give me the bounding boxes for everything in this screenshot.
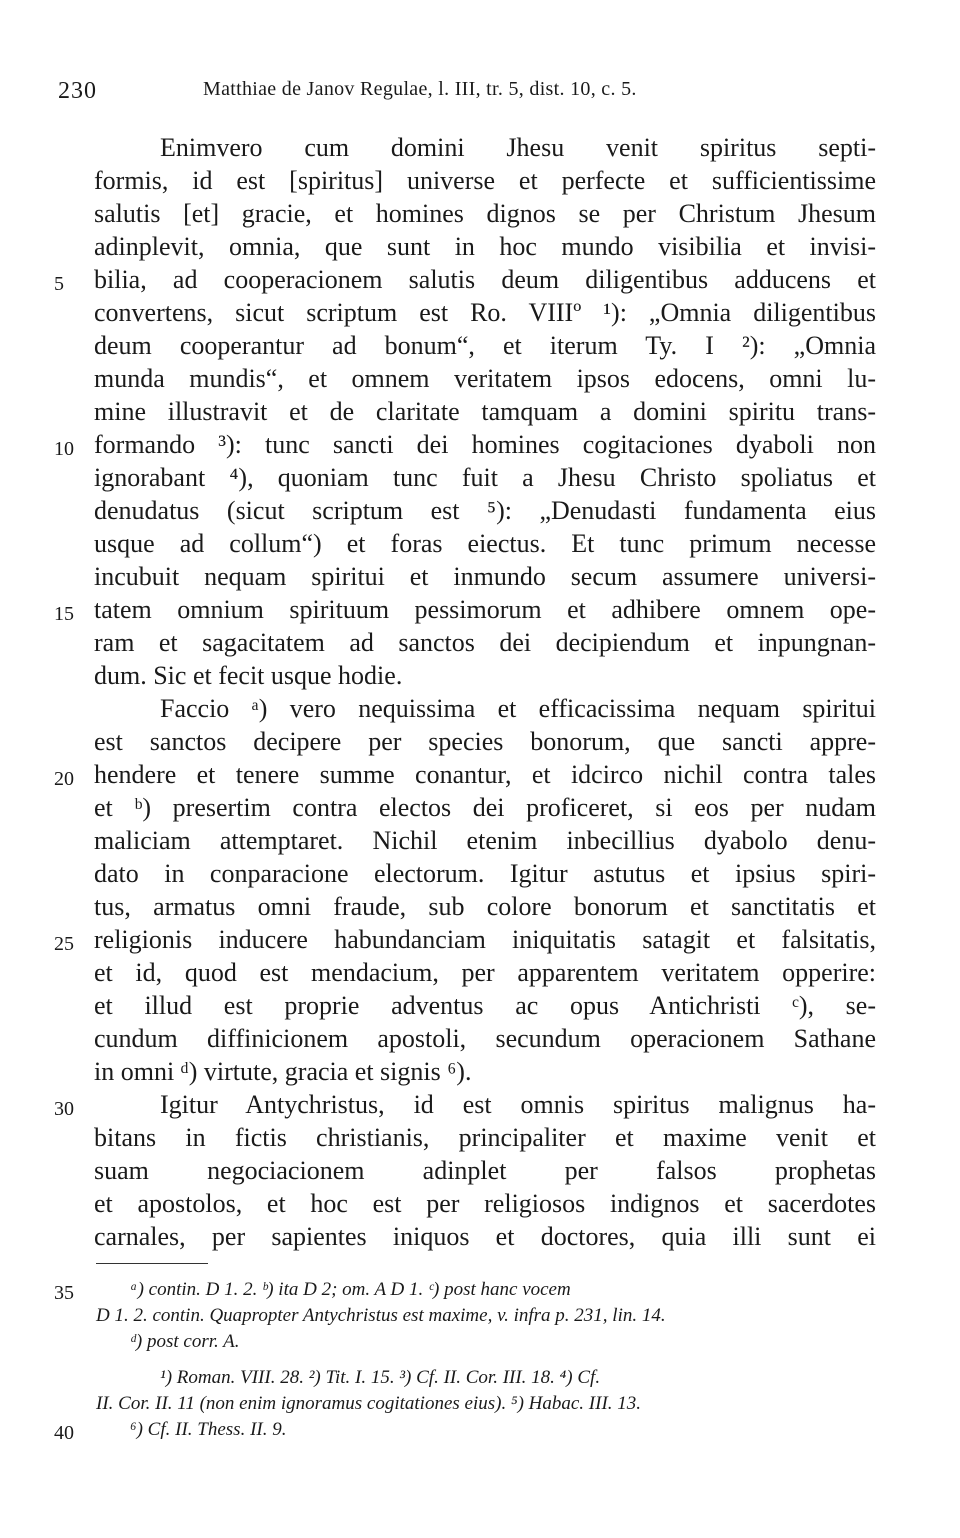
text-line: et ᵇ) presertim contra electos dei proficeret, si eos per nudam	[94, 793, 876, 822]
text-line: deum cooperantur ad bonum“, et iterum Ty. I ²): „Omnia	[94, 331, 876, 360]
text-line: mine illustravit et de claritate tamquam a domini spiritu trans-	[94, 397, 876, 426]
footnote-line: ᵈ) post corr. A.	[130, 1331, 240, 1352]
text-line: est sanctos decipere per species bonorum, que sancti appre-	[94, 727, 876, 756]
footnote-line: II. Cor. II. 11 (non enim ignoramus cogitationes eius). ⁵) Habac. III. 13.	[96, 1393, 642, 1414]
line-number: 5	[54, 273, 64, 295]
text-line: munda mundis“, et omnem veritatem ipsos edocens, omni lu-	[94, 364, 876, 393]
text-line: et illud est proprie adventus ac opus Antichristi ᶜ), se-	[94, 991, 876, 1020]
line-number: 20	[54, 768, 74, 790]
text-line: tatem omnium spirituum pessimorum et adhibere omnem ope-	[94, 595, 876, 624]
text-line: et id, quod est mendacium, per apparentem veritatem opperire:	[94, 958, 876, 987]
text-line: et apostolos, et hoc est per religiosos indignos et sacerdotes	[94, 1189, 876, 1218]
footnote-line: ¹) Roman. VIII. 28. ²) Tit. I. 15. ³) Cf. II. Cor. III. 18. ⁴) Cf.	[160, 1367, 601, 1388]
text-line: carnales, per sapientes iniquos et doctores, quia illi sunt ei	[94, 1222, 876, 1251]
text-line: in omni ᵈ) virtute, gracia et signis ⁶).	[94, 1057, 472, 1086]
text-line: denudatus (sicut scriptum est ⁵): „Denudasti fundamenta eius	[94, 496, 876, 525]
line-number: 35	[54, 1282, 74, 1304]
text-line: Faccio ᵃ) vero nequissima et efficacissima nequam spiritui	[160, 694, 876, 723]
line-number: 40	[54, 1422, 74, 1444]
text-line: cundum diffinicionem apostoli, secundum operacionem Sathane	[94, 1024, 876, 1053]
page-number: 230	[58, 78, 97, 104]
line-number: 30	[54, 1098, 74, 1120]
page-header	[58, 78, 888, 112]
text-line: formis, id est [spiritus] universe et perfecte et sufficientissime	[94, 166, 876, 195]
footnote-line: ᵃ) contin. D 1. 2. ᵇ) ita D 2; om. A D 1. ᶜ) post hanc vocem	[130, 1279, 571, 1300]
text-line: ignorabant ⁴), quoniam tunc fuit a Jhesu Christo spoliatus et	[94, 463, 876, 492]
text-line: dato in conparacione electorum. Igitur astutus et ipsius spiri-	[94, 859, 876, 888]
text-line: convertens, sicut scriptum est Ro. VIIIº ¹): „Omnia diligentibus	[94, 298, 876, 327]
text-line: salutis [et] gracie, et homines dignos se per Christum Jhesum	[94, 199, 876, 228]
line-number: 25	[54, 933, 74, 955]
text-line: Igitur Antychristus, id est omnis spiritus malignus ha-	[160, 1090, 876, 1119]
text-line: suam negociacionem adinplet per falsos prophetas	[94, 1156, 876, 1185]
text-line: usque ad collum“) et foras eiectus. Et tunc primum necesse	[94, 529, 876, 558]
text-line: incubuit nequam spiritui et inmundo secum assumere universi-	[94, 562, 876, 591]
text-line: maliciam attemptaret. Nichil etenim inbecillius dyabolo denu-	[94, 826, 876, 855]
text-line: dum. Sic et fecit usque hodie.	[94, 661, 403, 690]
text-line: bilia, ad cooperacionem salutis deum diligentibus adducens et	[94, 265, 876, 294]
line-number: 15	[54, 603, 74, 625]
line-number: 10	[54, 438, 74, 460]
text-line: hendere et tenere summe conantur, et idcirco nichil contra tales	[94, 760, 876, 789]
footnote-separator	[96, 1263, 208, 1264]
text-line: bitans in fictis christianis, principaliter et maxime venit et	[94, 1123, 876, 1152]
text-line: religionis inducere habundanciam iniquitatis satagit et falsitatis,	[94, 925, 876, 954]
text-line: ram et sagacitatem ad sanctos dei decipiendum et inpungnan-	[94, 628, 876, 657]
text-line: Enimvero cum domini Jhesu venit spiritus septi-	[160, 133, 876, 162]
footnote-line: D 1. 2. contin. Quapropter Antychristus est maxime, v. infra p. 231, lin. 14.	[96, 1305, 666, 1326]
footnote-line: ⁶) Cf. II. Thess. II. 9.	[130, 1419, 287, 1440]
text-line: tus, armatus omni fraude, sub colore bonorum et sanctitatis et	[94, 892, 876, 921]
text-line: adinplevit, omnia, que sunt in hoc mundo visibilia et invisi-	[94, 232, 876, 261]
running-head: Matthiae de Janov Regulae, l. III, tr. 5, dist. 10, c. 5.	[203, 78, 637, 100]
text-line: formando ³): tunc sancti dei homines cogitaciones dyaboli non	[94, 430, 876, 459]
